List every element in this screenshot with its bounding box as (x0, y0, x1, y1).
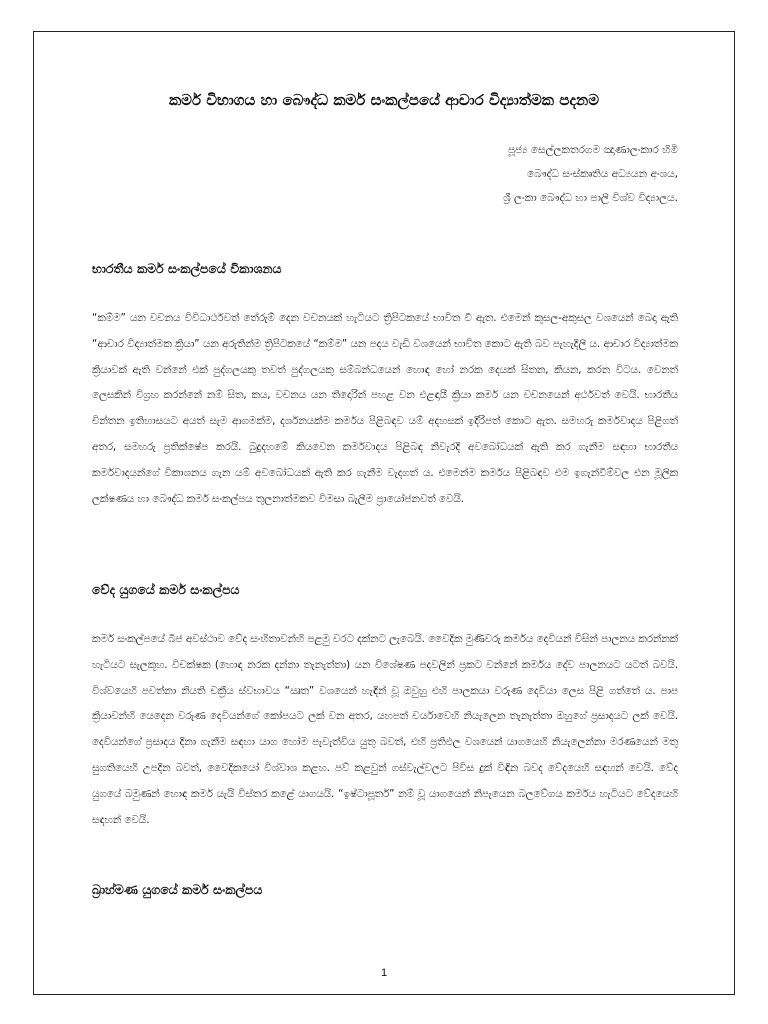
section-heading: බ්‍රාහ්මණ යුගයේ කර්ම සංකල්පය (92, 882, 263, 897)
page-number: 1 (380, 967, 388, 979)
section-paragraph: කර්ම සංකල්පයේ බීජ අවස්ථාව වේද සංහිතාවන්හි පළමු වරට දක්නට ලැබෙයි. වෛදික මුණිවරු කර්මය දෙවියන් විසින් පාලනය කරන්නක් හැටියට සැලකූහ. විචක්ෂක (හොඳ නරක දන්නා තැනැත්තා) යන විශේෂණ පදවලින් ප්‍රකට වන්නේ කර්මය දේව පාලනයට යටත් බවයි. විශ්වයෙහි පවත්නා නියති චක්‍රීය ස්වභාවය “ඍත” වශයෙන් හැඳින් වූ ඔවුහු එහි පාලකයා වරුණ දෙවියා ලෙස පිළි ගත්තේ ය. පාප ක්‍රියාවන්හි යෙදෙන වරුණ දෙවියන්ගේ කෝපයට ලක් වන අතර, යහපත් චර්යාවෙහි නියැලෙන තැනැත්තා ඔහුගේ ප්‍රසාදයට ලක් වෙයි. දෙවියන්ගේ ප්‍රසාදය දිනා ගැනීම සඳහා යාග හෝම පැවැත්විය යුතු බවත්, එහි ප්‍රතිඵල වශයෙන් යාගයෙහි නියැලෙන්නා මරණයෙන් මතු සුගතියෙහි උපදින බවත්, වෛදිකයෝ විශ්වාශ කළහ. පව් කළවුන් ගස්වැල්වලට පිවිස දුක් විඳින බවද වේදයෙහි සඳහන් වෙයි. වේද යුගයේ බමුණන් හොඳ කර්ම යැයි විස්තර කළේ යාගයයි. “ඉෂ්ටාපූර්ත” නම් වූ යාගයෙන් නිපැයෙන බලවේගය කර්මය හැටියට වේදයෙහි සඳහන් වෙයි. (92, 633, 678, 826)
author-name: පූජ්‍ය සෙල්ලකතරගම ඤාණාලංකාර හිමි (508, 144, 678, 156)
section-heading: වේද යුගයේ කර්ම සංකල්පය (92, 582, 240, 597)
document-title: කර්ම විභාගය හා බෞද්ධ කර්ම සංකල්පයේ ආචාර විද්‍යාත්මක පදනම (169, 91, 599, 109)
author-university: ශ්‍රී ලංකා බෞද්ධ හා පාලි විශ්ව විද්‍යාලය. (503, 192, 678, 204)
author-block (503, 138, 678, 210)
author-department: බෞද්ධ සංස්කෘතිය අධ්‍යයන අංශය, (527, 168, 678, 180)
section-paragraph: “කම්ම” යන වචනය විවිධාර්ථවත් තේරුම් දෙන වචනයක් හැටියට ත්‍රිපිටකයේ භාවිත වී ඇත. එමෙන් කුසල-අකුසල වශයෙන් බෙදා ඇති “ආචාර විද්‍යාත්මක ක්‍රියා” යන අරුතින්ම ත්‍රිපිටකයේ “කම්ම” යන පදය වැඩි වශයෙන් භාවිත කොට ඇති බව පැහැදිලි ය. ආචාර විද්‍යාත්මක ක්‍රියාවක් ඇති වන්නේ එක් පුද්ගලයකු තවත් පුද්ගලයකු සම්බන්ධයෙන් හොඳ හෝ නරක දෙයක් සිතන, කියන, කරන විටය. වෙනත් ලෙසකින් විග්‍රහ කරන්නේ නම් සිත, කය, වචනය යන තිදොරින් පහළ වන එළඳායී ක්‍රියා කර්ම යන වචනයෙන් අර්ථවත් වෙයි. භාරතීය චින්තන ඉතිහාසයට අයත් සැම ආගමක්ම, දර්ශනයක්ම කර්මය පිළිබඳව යම් අදහසක් ඉදිරිපත් කොට ඇත. සමහරු කර්මවාදය පිළිගත් අතර, සමහරු ප්‍රතික්ෂේප කරයි. බුදුදහමේ කියවෙන කර්මවාදය පිළිබඳ නිවැරදි අවබෝධයක් ඇති කර ගැනීම සඳහා භාරතීය කර්මවාදයන්ගේ විකාශනය ගැන යම් අවබෝධයක් ඇති කර ගැනීම වැදගත් ය. එමෙන්ම කර්මය පිළිබඳව එම ඉගැන්වීම්වල එන මූලික ලක්ෂණය හා බෞද්ධ කර්ම සංකල්පය තුලනාත්මකව විමසා බැලීම ප්‍රායෝජනවත් වෙයි. (92, 312, 678, 505)
section-heading: භාරතීය කර්ම සංකල්පයේ විකාශනය (92, 261, 282, 276)
